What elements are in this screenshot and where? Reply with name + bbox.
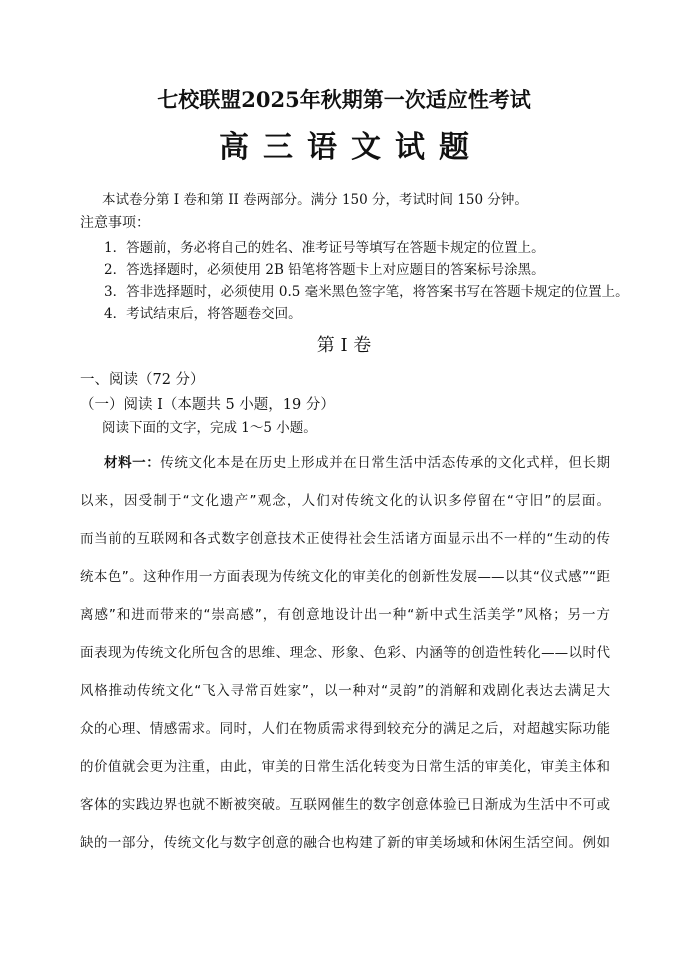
material-line: 缺的一部分，传统文化与数字创意的融合也构建了新的审美场域和休闲生活空间。例如 <box>80 835 610 851</box>
section-heading: 一、阅读（72 分） <box>80 372 205 388</box>
material-line: 的价值就会更为注重，由此，审美的日常生活化转变为日常生活的审美化，审美主体和 <box>80 759 610 775</box>
material-line: 面表现为传统文化所包含的思维、理念、形象、色彩、内涵等的创造性转化——以时代 <box>80 645 610 661</box>
notice-item-3: 3．答非选择题时，必须使用 0.5 毫米黑色签字笔，将答案书写在答题卡规定的位置上。 <box>104 284 629 300</box>
exam-title: 七校联盟2025年秋期第一次适应性考试 <box>157 87 531 112</box>
material-line: 众的心理、情感需求。同时，人们在物质需求得到较充分的满足之后，对超越实际功能 <box>80 721 610 737</box>
notice-item-1: 1．答题前，务必将自己的姓名、准考证号等填写在答题卡规定的位置上。 <box>104 240 545 256</box>
notice-item-2: 2．答选择题时，必须使用 2B 铅笔将答题卡上对应题目的答案标号涂黑。 <box>104 262 545 278</box>
paper-intro: 本试卷分第 I 卷和第 II 卷两部分。满分 150 分，考试时间 150 分钟。 <box>102 192 528 208</box>
material-line: 以来，因受制于“文化遗产”观念，人们对传统文化的认识多停留在“守旧”的层面。 <box>80 493 610 509</box>
reading-instruction: 阅读下面的文字，完成 1～5 小题。 <box>102 420 317 436</box>
material-line: 风格推动传统文化“飞入寻常百姓家”，以一种对“灵韵”的消解和戏剧化表达去满足大 <box>80 683 610 699</box>
subject-title: 高三语文试题 <box>219 130 483 165</box>
material-line: 而当前的互联网和各式数字创意技术正使得社会生活诸方面显示出不一样的“生动的传 <box>80 531 610 547</box>
notice-item-4: 4．考试结束后，将答题卷交回。 <box>104 306 302 322</box>
notice-heading: 注意事项： <box>80 215 150 231</box>
material-line: 材料一：传统文化本是在历史上形成并在日常生活中活态传承的文化式样，但长期 <box>104 455 611 471</box>
material-line: 离感”和进而带来的“崇高感”，有创意地设计出一种“新中式生活美学”风格；另一方 <box>80 607 610 623</box>
material-line: 客体的实践边界也就不断被突破。互联网催生的数字创意体验已日渐成为生活中不可或 <box>80 797 610 813</box>
subsection-heading: （一）阅读 I（本题共 5 小题，19 分） <box>80 397 335 413</box>
material-line: 统本色”。这种作用一方面表现为传统文化的审美化的创新性发展——以其“仪式感”“距 <box>80 569 610 585</box>
material-lead: 材料一： <box>104 455 161 471</box>
volume-title: 第 I 卷 <box>316 335 372 356</box>
